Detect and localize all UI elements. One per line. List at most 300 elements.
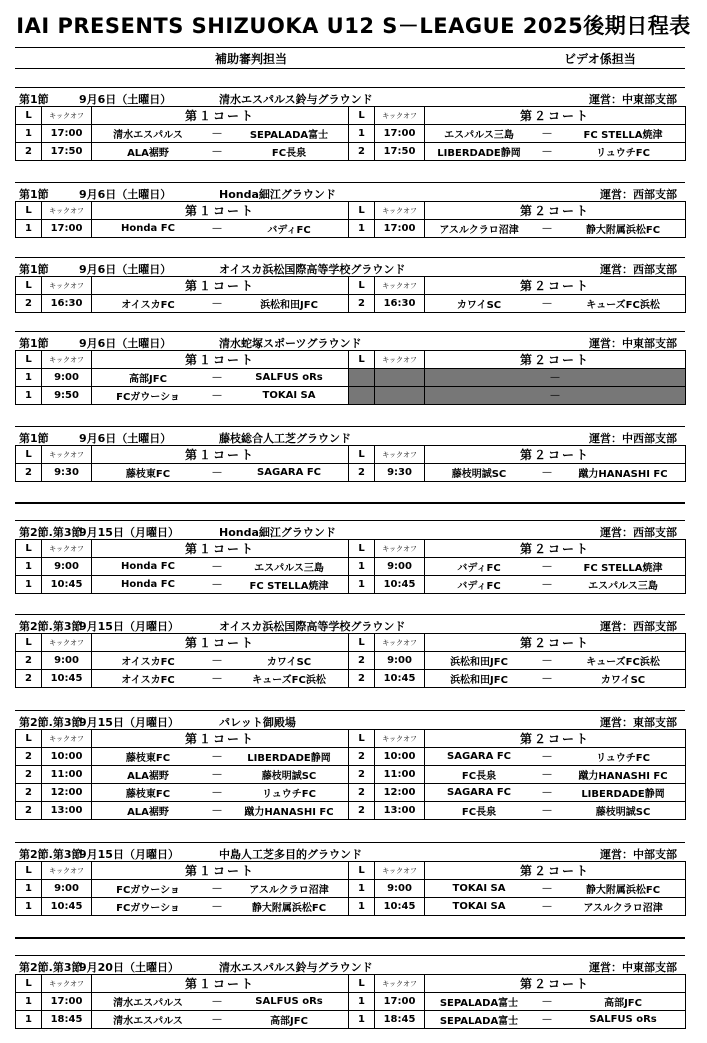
venue-block [15, 614, 685, 688]
court-1-l-cell: 2 [16, 295, 42, 313]
home-team: 藤枝東FC [125, 469, 171, 480]
court-1-l-cell: 2 [16, 464, 42, 482]
court-1-header: 第１コート [92, 862, 349, 880]
away-team: バディFC [267, 225, 311, 236]
court-2-match-cell [425, 766, 686, 784]
court-1-header: 第１コート [92, 730, 349, 748]
kickoff-header: キックオフ [375, 351, 425, 369]
court-1-l-cell: 2 [16, 784, 42, 802]
page-title: IAI PRESENTS SHIZUOKA U12 S－LEAGUE 2025後期日程表 [16, 14, 691, 38]
court-2-l-cell-empty [349, 387, 375, 405]
vs-dash: — [212, 579, 222, 590]
table-header-row [16, 862, 686, 880]
date-label: 9月6日（土曜日） [79, 93, 172, 106]
table-row [16, 880, 686, 898]
block-header [15, 426, 685, 445]
venue-block [15, 182, 685, 238]
court-1-match-cell [92, 295, 349, 313]
court-1-match-cell [92, 766, 349, 784]
video-staff-label: ビデオ係担当 [564, 52, 636, 66]
home-team: 藤枝明誠SC [451, 469, 507, 480]
organizer-label: 運営：西部支部 [600, 620, 677, 633]
home-team: TOKAI SA [452, 883, 506, 894]
court-1-header: 第１コート [92, 351, 349, 369]
court-1-match-cell [92, 784, 349, 802]
court-2-l-cell-empty [349, 369, 375, 387]
vs-dash: — [542, 769, 553, 780]
date-label: 9月6日（土曜日） [79, 432, 172, 445]
court-2-kickoff-cell: 9:00 [375, 652, 425, 670]
away-team: キューズFC浜松 [252, 675, 326, 686]
court-2-l-cell: 1 [349, 576, 375, 594]
vs-dash: — [542, 467, 553, 478]
venue-block [15, 426, 685, 482]
table-header-row [16, 202, 686, 220]
table-row [16, 670, 686, 688]
home-team: SEPALADA富士 [439, 1016, 519, 1027]
court-1-kickoff-cell: 17:50 [42, 143, 92, 161]
court-2-l-cell: 2 [349, 802, 375, 820]
organizer-label: 運営：中西部支部 [589, 432, 677, 445]
court-1-kickoff-cell: 13:00 [42, 802, 92, 820]
court-1-kickoff-cell: 9:00 [42, 880, 92, 898]
venue-block [15, 710, 685, 820]
table-header-row [16, 446, 686, 464]
match-table [15, 276, 686, 313]
court-2-l-cell: 1 [349, 1011, 375, 1029]
court-2-l-cell: 2 [349, 143, 375, 161]
vs-dash: — [212, 769, 222, 780]
away-team: キューズFC浜松 [586, 657, 660, 668]
home-team: バディFC [457, 563, 501, 574]
home-team: 清水エスパルス [113, 998, 183, 1009]
section-label: 第1節 [19, 188, 49, 201]
kickoff-header: キックオフ [375, 107, 425, 125]
away-team: 蹴力HANASHI FC [578, 469, 668, 480]
table-row [16, 558, 686, 576]
court-1-kickoff-cell: 17:00 [42, 125, 92, 143]
court-1-kickoff-cell: 11:00 [42, 766, 92, 784]
court-2-kickoff-cell: 17:00 [375, 125, 425, 143]
court-2-l-cell: 1 [349, 993, 375, 1011]
court-1-match-cell [92, 880, 349, 898]
home-team: 藤枝東FC [125, 753, 171, 764]
date-label: 9月6日（土曜日） [79, 263, 172, 276]
court-2-l-cell: 2 [349, 464, 375, 482]
vs-dash: — [542, 655, 553, 666]
l-header: L [16, 975, 42, 993]
table-header-row [16, 730, 686, 748]
court-1-l-cell: 2 [16, 652, 42, 670]
section-divider [15, 937, 685, 939]
table-header-row [16, 351, 686, 369]
section-label: 第2節.第3節 [19, 526, 83, 539]
away-team: リュウチFC [596, 753, 650, 764]
vs-dash: — [542, 298, 553, 309]
kickoff-header: キックオフ [375, 730, 425, 748]
home-team: ALA裾野 [127, 807, 169, 818]
date-label: 9月15日（月曜日） [79, 848, 179, 861]
away-team: LIBERDADE静岡 [581, 789, 665, 800]
away-team: SALFUS oRs [255, 372, 323, 383]
table-row [16, 766, 686, 784]
away-team: 蹴力HANASHI FC [578, 771, 668, 782]
table-header-row [16, 107, 686, 125]
vs-dash: — [212, 372, 222, 383]
court-1-kickoff-cell: 10:45 [42, 576, 92, 594]
table-header-row [16, 975, 686, 993]
date-label: 9月6日（土曜日） [79, 337, 172, 350]
l-header: L [16, 540, 42, 558]
vs-dash: — [212, 128, 222, 139]
table-row [16, 576, 686, 594]
court-1-kickoff-cell: 9:00 [42, 369, 92, 387]
court-1-l-cell: 2 [16, 766, 42, 784]
court-2-kickoff-cell: 17:50 [375, 143, 425, 161]
section-label: 第2節.第3節 [19, 961, 83, 974]
court-2-l-cell: 1 [349, 220, 375, 238]
table-row [16, 295, 686, 313]
vs-dash: — [212, 390, 222, 401]
court-1-kickoff-cell: 10:45 [42, 898, 92, 916]
vs-dash: — [542, 223, 553, 234]
away-team: TOKAI SA [262, 390, 316, 401]
table-row [16, 1011, 686, 1029]
court-2-header: 第２コート [425, 730, 686, 748]
kickoff-header: キックオフ [375, 202, 425, 220]
table-row [16, 993, 686, 1011]
home-team: SAGARA FC [447, 751, 511, 762]
court-2-kickoff-cell: 10:45 [375, 670, 425, 688]
l-header: L [16, 277, 42, 295]
section-label: 第1節 [19, 432, 49, 445]
home-team: 浜松和田JFC [450, 675, 508, 686]
vs-dash: — [542, 579, 553, 590]
away-team: SEPALADA富士 [249, 130, 329, 141]
vs-dash: — [212, 146, 222, 157]
vs-dash: — [212, 883, 222, 894]
home-team: LIBERDADE静岡 [437, 148, 521, 159]
vs-dash: — [542, 901, 553, 912]
vs-dash: — [212, 298, 222, 309]
organizer-label: 運営：西部支部 [600, 188, 677, 201]
away-team: キューズFC浜松 [586, 300, 660, 311]
organizer-label: 運営：中部支部 [600, 848, 677, 861]
vs-dash: — [212, 467, 222, 478]
away-team: SALFUS oRs [255, 996, 323, 1007]
court-2-match-cell [425, 652, 686, 670]
organizer-label: 運営：東部支部 [600, 716, 677, 729]
court-1-match-cell [92, 125, 349, 143]
away-team: 高部JFC [604, 998, 642, 1009]
court-2-header: 第２コート [425, 540, 686, 558]
vs-dash: — [542, 128, 553, 139]
court-1-match-cell [92, 748, 349, 766]
vs-dash: — [542, 751, 553, 762]
away-team: SAGARA FC [257, 467, 321, 478]
court-1-match-cell [92, 220, 349, 238]
court-1-l-cell: 1 [16, 220, 42, 238]
court-1-l-cell: 1 [16, 1011, 42, 1029]
block-header [15, 87, 685, 106]
vs-dash: — [212, 751, 222, 762]
court-1-l-cell: 2 [16, 670, 42, 688]
venue-name: 清水エスパルス鈴与グラウンド [219, 961, 373, 974]
court-2-header: 第２コート [425, 634, 686, 652]
court-2-kickoff-cell: 9:00 [375, 558, 425, 576]
court-1-l-cell: 1 [16, 387, 42, 405]
kickoff-header: キックオフ [375, 862, 425, 880]
court-1-header: 第１コート [92, 634, 349, 652]
home-team: バディFC [457, 581, 501, 592]
kickoff-header: キックオフ [42, 202, 92, 220]
section-label: 第1節 [19, 93, 49, 106]
court-2-match-cell-empty: — [425, 387, 686, 405]
venue-name: オイスカ浜松国際高等学校グラウンド [219, 620, 406, 633]
home-team: SAGARA FC [447, 787, 511, 798]
court-2-kickoff-cell: 13:00 [375, 802, 425, 820]
court-1-l-cell: 1 [16, 993, 42, 1011]
court-1-l-cell: 1 [16, 558, 42, 576]
away-team: 静大附属浜松FC [585, 225, 661, 236]
table-header-row [16, 277, 686, 295]
court-2-kickoff-cell-empty [375, 387, 425, 405]
vs-dash: — [212, 655, 222, 666]
court-1-l-cell: 1 [16, 369, 42, 387]
vs-dash: — [212, 996, 222, 1007]
away-team: 静大附属浜松FC [585, 885, 661, 896]
block-header [15, 257, 685, 276]
table-row [16, 464, 686, 482]
home-team: Honda FC [121, 561, 175, 572]
court-1-match-cell [92, 802, 349, 820]
away-team: FC STELLA焼津 [249, 581, 329, 592]
l-header: L [16, 634, 42, 652]
vs-dash: — [542, 561, 553, 572]
away-team: リュウチFC [262, 789, 316, 800]
court-1-kickoff-cell: 12:00 [42, 784, 92, 802]
venue-name: 藤枝総合人工芝グラウンド [219, 432, 351, 445]
table-row [16, 220, 686, 238]
home-team: Honda FC [121, 579, 175, 590]
match-table [15, 106, 686, 161]
court-2-l-cell: 2 [349, 784, 375, 802]
court-1-match-cell [92, 993, 349, 1011]
home-team: TOKAI SA [452, 901, 506, 912]
l-header: L [16, 446, 42, 464]
l-header: L [16, 730, 42, 748]
block-header [15, 710, 685, 729]
court-2-match-cell [425, 748, 686, 766]
court-1-l-cell: 1 [16, 898, 42, 916]
l-header: L [16, 107, 42, 125]
court-2-header: 第２コート [425, 351, 686, 369]
court-2-kickoff-cell: 12:00 [375, 784, 425, 802]
court-2-kickoff-cell: 10:45 [375, 898, 425, 916]
section-label: 第2節.第3節 [19, 848, 83, 861]
court-1-l-cell: 2 [16, 802, 42, 820]
match-table [15, 201, 686, 238]
table-row [16, 143, 686, 161]
home-team: Honda FC [121, 223, 175, 234]
table-row [16, 125, 686, 143]
court-2-l-cell: 2 [349, 295, 375, 313]
court-1-kickoff-cell: 16:30 [42, 295, 92, 313]
court-2-kickoff-cell: 9:00 [375, 880, 425, 898]
court-1-header: 第１コート [92, 277, 349, 295]
date-label: 9月15日（月曜日） [79, 526, 179, 539]
away-team: FC STELLA焼津 [583, 130, 663, 141]
venue-block [15, 842, 685, 916]
away-team: FC STELLA焼津 [583, 563, 663, 574]
table-row [16, 387, 686, 405]
kickoff-header: キックオフ [42, 446, 92, 464]
court-2-l-cell: 2 [349, 670, 375, 688]
vs-dash: — [212, 223, 222, 234]
kickoff-header: キックオフ [42, 634, 92, 652]
court-2-kickoff-cell: 18:45 [375, 1011, 425, 1029]
away-team: FC長泉 [271, 148, 307, 159]
home-team: ALA裾野 [127, 771, 169, 782]
court-1-header: 第１コート [92, 202, 349, 220]
court-2-kickoff-cell: 16:30 [375, 295, 425, 313]
match-table [15, 861, 686, 916]
court-1-l-cell: 2 [16, 143, 42, 161]
court-1-l-cell: 2 [16, 748, 42, 766]
block-header [15, 331, 685, 350]
court-1-kickoff-cell: 10:45 [42, 670, 92, 688]
away-team: アスルクラロ沼津 [583, 903, 663, 914]
organizer-label: 運営：西部支部 [600, 263, 677, 276]
court-2-header: 第２コート [425, 446, 686, 464]
court-1-match-cell [92, 670, 349, 688]
home-team: SEPALADA富士 [439, 998, 519, 1009]
vs-dash: — [212, 805, 222, 816]
court-2-kickoff-cell: 17:00 [375, 993, 425, 1011]
court-1-match-cell [92, 652, 349, 670]
home-team: オイスカFC [121, 675, 175, 686]
venue-name: 清水蛇塚スポーツグラウンド [219, 337, 362, 350]
away-team: 藤枝明誠SC [595, 807, 651, 818]
home-team: FCガウーショ [116, 903, 180, 914]
kickoff-header: キックオフ [42, 351, 92, 369]
home-team: FCガウーショ [116, 885, 180, 896]
court-2-l-cell: 1 [349, 880, 375, 898]
vs-dash: — [542, 787, 553, 798]
venue-block [15, 520, 685, 594]
court-2-l-cell: 1 [349, 125, 375, 143]
block-header [15, 842, 685, 861]
date-label: 9月6日（土曜日） [79, 188, 172, 201]
match-table [15, 974, 686, 1029]
away-team: リュウチFC [596, 148, 650, 159]
court-2-match-cell [425, 220, 686, 238]
home-team: FCガウーショ [116, 392, 180, 403]
block-header [15, 614, 685, 633]
court-1-kickoff-cell: 17:00 [42, 993, 92, 1011]
table-header-row [16, 540, 686, 558]
section-label: 第1節 [19, 263, 49, 276]
court-2-match-cell [425, 898, 686, 916]
court-1-header: 第１コート [92, 540, 349, 558]
table-row [16, 784, 686, 802]
court-1-header: 第１コート [92, 975, 349, 993]
court-2-match-cell [425, 993, 686, 1011]
venue-name: 中島人工芝多目的グラウンド [219, 848, 362, 861]
away-team: 蹴力HANASHI FC [244, 807, 334, 818]
court-2-match-cell [425, 295, 686, 313]
away-team: エスパルス三島 [588, 581, 658, 592]
away-team: 浜松和田JFC [260, 300, 318, 311]
table-row [16, 802, 686, 820]
court-2-l-cell: 1 [349, 898, 375, 916]
date-label: 9月15日（月曜日） [79, 620, 179, 633]
l-header: L [349, 351, 375, 369]
vs-dash: — [212, 673, 222, 684]
home-team: オイスカFC [121, 300, 175, 311]
vs-dash: — [212, 561, 222, 572]
l-header: L [349, 202, 375, 220]
court-1-match-cell [92, 369, 349, 387]
home-team: ALA裾野 [127, 148, 169, 159]
l-header: L [16, 202, 42, 220]
venue-name: Honda細江グラウンド [219, 188, 336, 201]
l-header: L [16, 862, 42, 880]
kickoff-header: キックオフ [42, 975, 92, 993]
section-label: 第2節.第3節 [19, 620, 83, 633]
kickoff-header: キックオフ [375, 634, 425, 652]
venue-block [15, 257, 685, 313]
kickoff-header: キックオフ [42, 730, 92, 748]
away-team: 静大附属浜松FC [251, 903, 327, 914]
away-team: カワイSC [600, 675, 646, 686]
l-header: L [349, 540, 375, 558]
court-2-kickoff-cell: 10:45 [375, 576, 425, 594]
court-2-header: 第２コート [425, 202, 686, 220]
kickoff-header: キックオフ [42, 862, 92, 880]
vs-dash: — [542, 673, 553, 684]
l-header: L [349, 446, 375, 464]
venue-name: オイスカ浜松国際高等学校グラウンド [219, 263, 406, 276]
vs-dash: — [542, 1014, 553, 1025]
block-header [15, 520, 685, 539]
vs-dash: — [542, 146, 553, 157]
court-1-kickoff-cell: 17:00 [42, 220, 92, 238]
venue-name: パレット御殿場 [219, 716, 296, 729]
kickoff-header: キックオフ [42, 277, 92, 295]
court-1-match-cell [92, 387, 349, 405]
section-label: 第2節.第3節 [19, 716, 83, 729]
date-label: 9月15日（月曜日） [79, 716, 179, 729]
court-2-match-cell [425, 464, 686, 482]
kickoff-header: キックオフ [42, 540, 92, 558]
home-team: エスパルス三島 [444, 130, 514, 141]
court-2-l-cell: 2 [349, 652, 375, 670]
court-2-match-cell [425, 576, 686, 594]
l-header: L [16, 351, 42, 369]
court-1-header: 第１コート [92, 107, 349, 125]
venue-name: Honda細江グラウンド [219, 526, 336, 539]
away-team: LIBERDADE静岡 [247, 753, 331, 764]
match-table [15, 633, 686, 688]
court-2-match-cell [425, 1011, 686, 1029]
organizer-label: 運営：中東部支部 [589, 961, 677, 974]
court-1-kickoff-cell: 9:50 [42, 387, 92, 405]
court-1-match-cell [92, 576, 349, 594]
court-2-match-cell [425, 670, 686, 688]
court-2-kickoff-cell: 10:00 [375, 748, 425, 766]
table-header-row [16, 634, 686, 652]
